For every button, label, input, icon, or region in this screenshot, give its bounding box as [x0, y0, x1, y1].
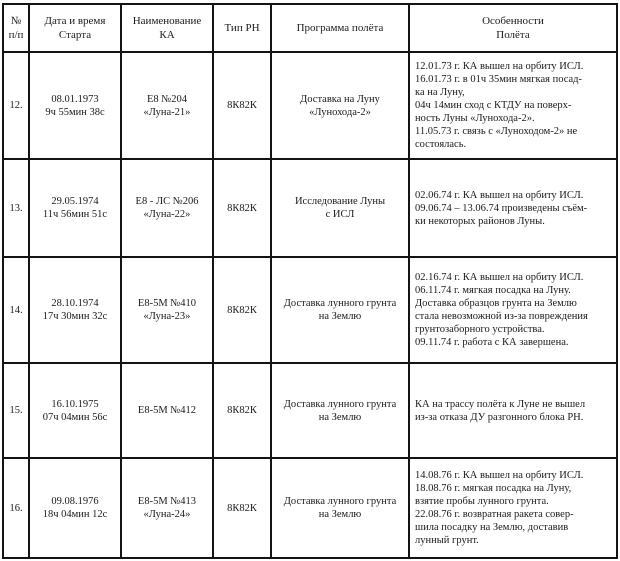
text-line: Старта	[58, 29, 92, 41]
header-rocket-type	[213, 4, 271, 52]
text-line: Е8-5М №410	[137, 298, 197, 309]
text-line: 29.05.1974	[51, 196, 99, 207]
flight-program-cell	[271, 257, 409, 363]
launch-date-cell	[29, 159, 121, 257]
flight-features-cell	[409, 257, 617, 363]
text-line: из-за отказа ДУ разгонного блока РН.	[415, 411, 584, 423]
text-line: 17ч 30мин 32с	[42, 311, 108, 322]
header-launch-date	[29, 4, 121, 52]
text-line: Доставка лунного грунта	[283, 298, 397, 309]
table-row	[3, 257, 617, 363]
text-line: Доставка образцов грунта на Землю	[415, 298, 577, 309]
flight-program-cell	[271, 458, 409, 558]
launch-table	[2, 3, 618, 559]
rocket-type-cell: 8К82К	[213, 52, 271, 159]
text-line: «Луна-22»	[143, 209, 191, 220]
header-flight-program	[271, 4, 409, 52]
row-number: 13.	[3, 159, 29, 257]
text-line: Е8-5М №413	[137, 496, 197, 507]
rocket-type-cell: 8К82К	[213, 257, 271, 363]
text-line: «Луна-23»	[143, 311, 191, 322]
table-row	[3, 159, 617, 257]
text-line: грунтозаборного устройства.	[415, 324, 545, 335]
text-line: 02.16.74 г. КА вышел на орбиту ИСЛ.	[415, 272, 584, 283]
text-line: «Луна-21»	[143, 106, 191, 118]
flight-features-cell	[409, 159, 617, 257]
rocket-type-cell: 8К82К	[213, 159, 271, 257]
text-line: «Лунохода-2»	[309, 106, 371, 118]
table-row	[3, 52, 617, 159]
spacecraft-name-cell	[121, 52, 213, 159]
text-line: КА на трассу полёта к Луне не вышел	[415, 398, 586, 410]
text-line: 16.01.73 г. в 01ч 35мин мягкая посад-	[415, 74, 583, 85]
text-line: ка на Луну,	[415, 87, 465, 98]
header-flight-features	[409, 4, 617, 52]
text-line: 28.10.1974	[51, 298, 99, 309]
text-line: Исследование Луны	[294, 196, 386, 207]
text-line: 16.10.1975	[51, 398, 99, 410]
text-line: 12.01.73 г. КА вышел на орбиту ИСЛ.	[415, 61, 584, 72]
flight-features-cell	[409, 363, 617, 458]
row-number: 15.	[3, 363, 29, 458]
text-line: 04ч 14мин сход с КТДУ на поверх-	[415, 100, 572, 111]
text-line: лунный грунт.	[415, 535, 479, 546]
text-line: п/п	[8, 29, 24, 41]
text-line: Е8 - ЛС №206	[135, 196, 199, 207]
text-line: ки некоторых районов Луны.	[415, 215, 545, 227]
text-line: ность Луны «Лунохода-2».	[415, 113, 535, 124]
text-line: с ИСЛ	[325, 209, 355, 220]
text-line: 08.01.1973	[51, 93, 99, 105]
text-line: Доставка лунного грунта	[283, 496, 397, 507]
header-row	[3, 4, 617, 52]
text-line: на Землю	[318, 509, 362, 520]
text-line: Дата и время	[44, 15, 106, 27]
header-spacecraft-name	[121, 4, 213, 52]
text-line: 11ч 56мин 51с	[42, 209, 108, 220]
text-line: 07ч 04мин 56с	[42, 411, 108, 423]
text-line: 22.08.76 г. возвратная ракета совер-	[415, 509, 574, 520]
text-line: Особенности	[482, 15, 544, 27]
text-line: Е8 №204	[146, 93, 188, 105]
text-line: Тип РН	[224, 22, 260, 34]
text-line: КА	[159, 29, 175, 41]
header-num	[3, 4, 29, 52]
text-line: Доставка лунного грунта	[283, 398, 397, 410]
text-line: взятие пробы лунного грунта.	[415, 496, 549, 507]
text-line: «Луна-24»	[143, 509, 191, 520]
spacecraft-name-cell	[121, 363, 213, 458]
text-line: состоялась.	[415, 139, 467, 150]
launch-date-cell	[29, 52, 121, 159]
text-line: 11.05.73 г. связь с «Луноходом-2» не	[415, 126, 578, 137]
launch-date-cell	[29, 458, 121, 558]
text-line: 06.11.74 г. мягкая посадка на Луну.	[415, 285, 571, 296]
text-line: Е8-5М №412	[137, 405, 197, 416]
spacecraft-name-cell	[121, 458, 213, 558]
row-number: 12.	[3, 52, 29, 159]
launch-date-cell	[29, 257, 121, 363]
flight-program-cell	[271, 159, 409, 257]
text-line: Программа полёта	[296, 22, 384, 34]
text-line: №	[10, 15, 22, 27]
launch-date-cell	[29, 363, 121, 458]
flight-program-cell	[271, 52, 409, 159]
rocket-type-cell: 8К82К	[213, 458, 271, 558]
text-line: 18.08.76 г. мягкая посадка на Луну,	[415, 483, 572, 494]
row-number: 16.	[3, 458, 29, 558]
text-line: 14.08.76 г. КА вышел на орбиту ИСЛ.	[415, 470, 584, 481]
text-line: 09.08.1976	[51, 496, 99, 507]
rocket-type-cell: 8К82К	[213, 363, 271, 458]
spacecraft-name-cell	[121, 159, 213, 257]
text-line: 09.06.74 – 13.06.74 произведены съём-	[415, 202, 588, 214]
text-line: Доставка на Луну	[300, 93, 380, 105]
text-line: 18ч 04мин 12с	[42, 509, 108, 520]
table-row	[3, 363, 617, 458]
text-line: на Землю	[318, 311, 362, 322]
flight-program-cell	[271, 363, 409, 458]
flight-features-cell	[409, 52, 617, 159]
text-line: Полёта	[496, 29, 530, 41]
table-row	[3, 458, 617, 558]
text-line: шила посадку на Землю, доставив	[415, 522, 569, 533]
text-line: 09.11.74 г. работа с КА завершена.	[415, 337, 569, 348]
text-line: Наименование	[132, 15, 202, 27]
text-line: стала невозможной из-за повреждения	[415, 311, 588, 322]
text-line: 9ч 55мин 38с	[45, 106, 105, 118]
row-number: 14.	[3, 257, 29, 363]
text-line: на Землю	[318, 411, 362, 423]
spacecraft-name-cell	[121, 257, 213, 363]
flight-features-cell	[409, 458, 617, 558]
text-line: 02.06.74 г. КА вышел на орбиту ИСЛ.	[415, 189, 584, 201]
